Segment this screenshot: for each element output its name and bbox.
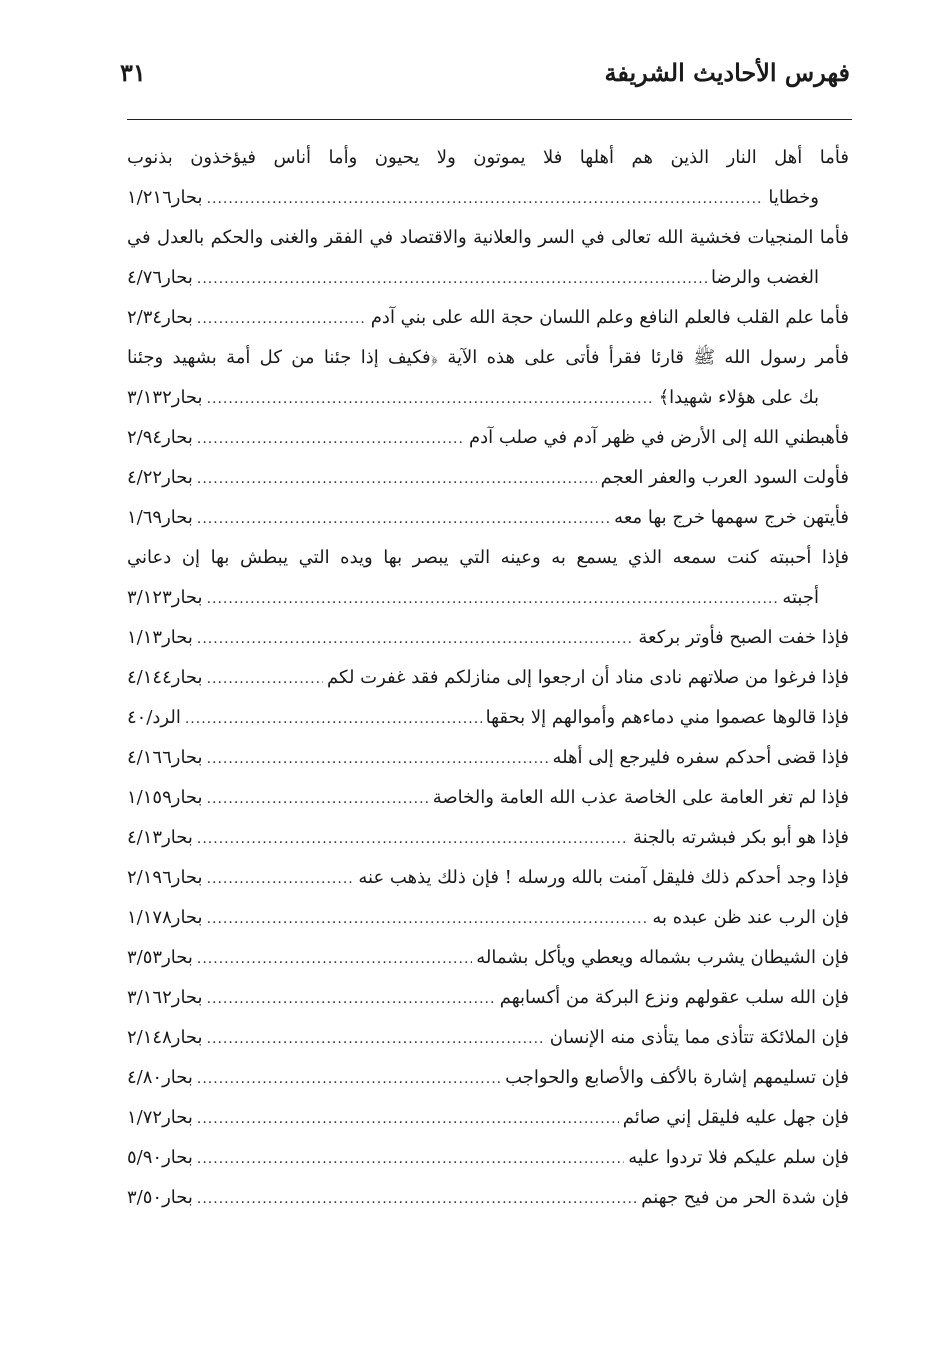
dot-leader [207, 179, 765, 218]
dot-leader [197, 419, 465, 458]
entry-final-line [127, 738, 849, 778]
entry-final-line [127, 258, 849, 298]
dot-leader [207, 659, 323, 698]
index-entry [127, 738, 849, 778]
index-entry [127, 898, 849, 938]
header-title: فهرس الأحاديث الشريفة [604, 58, 850, 87]
dot-leader [197, 819, 629, 858]
index-entry [127, 858, 849, 898]
entry-text: فإن الملائكة تتأذى مما يتأذى منه الإنسان [549, 1027, 849, 1048]
entry-text: فأيتهن خرج سهمها خرج بها معه [614, 507, 849, 528]
source-reference: بحار٢/٣٤ [127, 307, 193, 328]
entry-final-line [127, 1138, 849, 1178]
dot-leader [197, 1179, 637, 1218]
index-entry [127, 338, 849, 418]
index-entry [127, 498, 849, 538]
entry-final-line [127, 498, 849, 538]
source-reference: بحار٤/٢٢ [127, 467, 193, 488]
entry-text-line: فإذا أحببته كنت سمعه الذي يسمع به وعينه التي يبصر بها ويده التي يبطش بها إن دعاني [127, 547, 849, 568]
dot-leader [207, 579, 779, 618]
index-entry [127, 138, 849, 218]
entry-final-line [127, 1098, 849, 1138]
dot-leader [197, 939, 472, 978]
entry-text: فإذا هو أبو بكر فبشرته بالجنة [632, 827, 849, 848]
entry-final-line [127, 418, 849, 458]
dot-leader [207, 979, 496, 1018]
dot-leader [197, 1139, 624, 1178]
header-divider [127, 119, 852, 120]
index-entry [127, 1018, 849, 1058]
index-entry [127, 658, 849, 698]
entry-text: وخطايا [768, 187, 819, 208]
source-reference: بحار١/١٣ [127, 627, 193, 648]
entry-text: الغضب والرضا [710, 267, 819, 288]
entry-text: فإذا قالوها عصموا مني دماءهم وأموالهم إلا بحقها [485, 707, 849, 728]
entry-text: فإذا قضى أحدكم سفره فليرجع إلى أهله [552, 747, 849, 768]
dot-leader [207, 379, 655, 418]
entry-final-line [127, 298, 849, 338]
dot-leader [207, 859, 355, 898]
entry-final-line [127, 698, 849, 738]
source-reference: بحار٤/٧٦ [127, 267, 193, 288]
entry-text: فإن جهل عليه فليقل إني صائم [622, 1107, 849, 1128]
source-reference: بحار١/١٥٩ [127, 787, 203, 808]
dot-leader [207, 739, 549, 778]
index-entry [127, 418, 849, 458]
entry-text-line: فأمر رسول الله ﷺ قارئا فقرأ فأتى على هذه الآية ﴿فكيف إذا جئنا من كل أمة بشهيد وجئنا [127, 347, 849, 368]
entry-text: فإذا خفت الصبح فأوتر بركعة [638, 627, 849, 648]
entry-text: فإن سلم عليكم فلا تردوا عليه [628, 1147, 849, 1168]
source-reference: بحار١/٢١٦ [127, 187, 203, 208]
entry-final-line [127, 658, 849, 698]
entry-final-line [127, 578, 849, 618]
entry-final-line [127, 978, 849, 1018]
entry-text: فإن الرب عند ظن عبده به [652, 907, 849, 928]
source-reference: بحار٣/١٣٢ [127, 387, 203, 408]
entry-final-line [127, 1058, 849, 1098]
source-reference: بحار٣/٥٠ [127, 1187, 193, 1208]
dot-leader [197, 1099, 619, 1138]
index-entry [127, 818, 849, 858]
entry-final-line [127, 378, 849, 418]
entry-text: فإن الشيطان يشرب بشماله ويعطي ويأكل بشماله [476, 947, 849, 968]
entry-final-line [127, 778, 849, 818]
page-number: ٣١ [120, 58, 146, 87]
source-reference: بحار٤/١٦٦ [127, 747, 203, 768]
entry-text: فإذا لم تغر العامة على الخاصة عذب الله العامة والخاصة [432, 787, 849, 808]
entry-final-line [127, 898, 849, 938]
entry-final-line [127, 178, 849, 218]
dot-leader [197, 499, 610, 538]
source-reference: بحار٥/٩٠ [127, 1147, 193, 1168]
index-entry [127, 298, 849, 338]
entry-final-line [127, 818, 849, 858]
source-reference: بحار٣/١٢٣ [127, 587, 203, 608]
entry-text: أجبته [782, 587, 819, 608]
dot-leader [185, 699, 482, 738]
index-entry [127, 938, 849, 978]
entry-text: بك على هؤلاء شهيدا﴾ [658, 387, 819, 408]
source-reference: بحار٤/٨٠ [127, 1067, 193, 1088]
dot-leader [207, 899, 649, 938]
running-header [120, 58, 850, 98]
dot-leader [207, 779, 429, 818]
index-entry [127, 698, 849, 738]
source-reference: بحار١/٦٩ [127, 507, 193, 528]
index-entry [127, 618, 849, 658]
entry-text: فأما علم القلب فالعلم النافع وعلم اللسان حجة الله على بني آدم [370, 307, 849, 328]
entry-text: فأهبطني الله إلى الأرض في ظهر آدم في صلب آدم [468, 427, 849, 448]
dot-leader [197, 619, 634, 658]
entry-final-line [127, 1178, 849, 1218]
entry-final-line [127, 618, 849, 658]
entry-text: فإن تسليمهم إشارة بالأكف والأصابع والحواجب [505, 1067, 849, 1088]
entry-text-line: فأما المنجيات فخشية الله تعالى في السر والعلانية والاقتصاد في الفقر والغنى والحكم بالعدل في [127, 227, 849, 248]
source-reference: بحار١/١٧٨ [127, 907, 203, 928]
source-reference: بحار١/٧٢ [127, 1107, 193, 1128]
entry-text: فإذا فرغوا من صلاتهم نادى مناد أن ارجعوا إلى منازلكم فقد غفرت لكم [327, 667, 849, 688]
dot-leader [197, 459, 597, 498]
source-reference: بحار٣/٥٣ [127, 947, 193, 968]
index-entry [127, 458, 849, 498]
source-reference: بحار٢/١٤٨ [127, 1027, 203, 1048]
index-entry [127, 1178, 849, 1218]
index-entry [127, 218, 849, 298]
index-entry [127, 1058, 849, 1098]
entry-text: فإن الله سلب عقولهم ونزع البركة من أكسابهم [499, 987, 849, 1008]
dot-leader [207, 1019, 546, 1058]
source-reference: بحار٤/١٤٤ [127, 667, 203, 688]
index-entry [127, 1138, 849, 1178]
dot-leader [197, 299, 367, 338]
entry-final-line [127, 938, 849, 978]
index-entry [127, 538, 849, 618]
entry-text: فإن شدة الحر من فيح جهنم [641, 1187, 849, 1208]
entry-final-line [127, 1018, 849, 1058]
source-reference: بحار٤/١٣ [127, 827, 193, 848]
dot-leader [197, 1059, 501, 1098]
source-reference: بحار٢/٩٤ [127, 427, 193, 448]
source-reference: الرد/٤٠ [127, 707, 181, 728]
dot-leader [197, 259, 707, 298]
index-entry [127, 778, 849, 818]
entry-final-line [127, 458, 849, 498]
index-entry [127, 1098, 849, 1138]
index-entry [127, 978, 849, 1018]
entry-text: فإذا وجد أحدكم ذلك فليقل آمنت بالله ورسله ! فإن ذلك يذهب عنه [358, 867, 849, 888]
hadith-index-list [127, 138, 849, 1218]
source-reference: بحار٣/١٦٢ [127, 987, 203, 1008]
entry-text-line: فأما أهل النار الذين هم أهلها فلا يموتون ولا يحيون وأما أناس فيؤخذون بذنوب [127, 147, 849, 168]
entry-text: فأولت السود العرب والعفر العجم [600, 467, 849, 488]
entry-final-line [127, 858, 849, 898]
source-reference: بحار٢/١٩٦ [127, 867, 203, 888]
